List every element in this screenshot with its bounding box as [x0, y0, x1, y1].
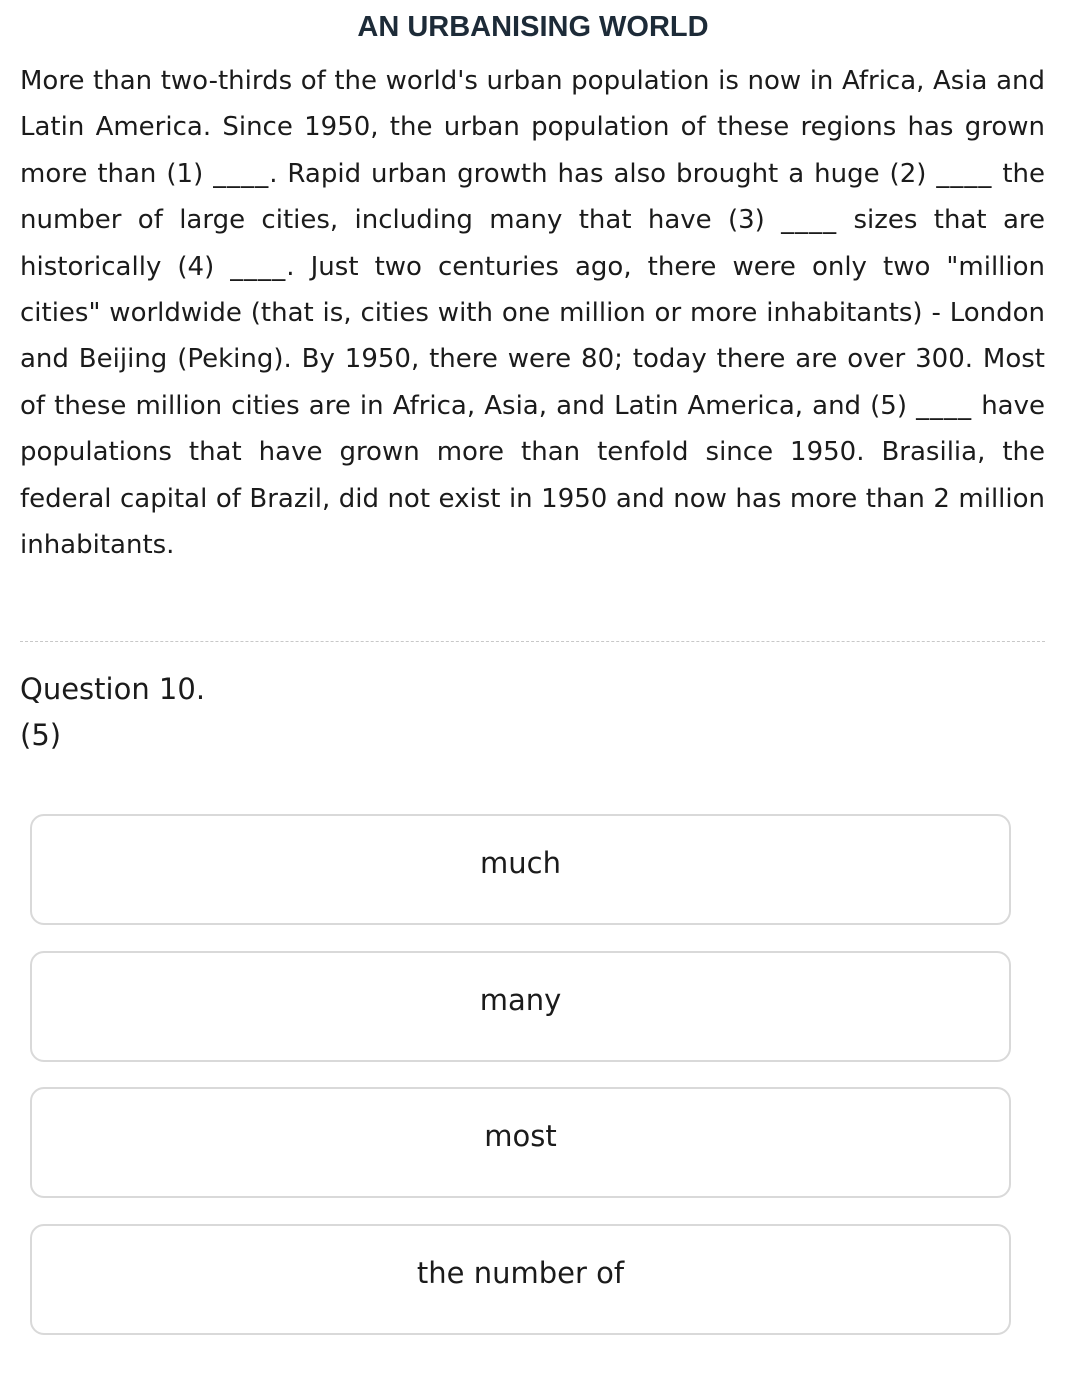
blank-2: ____	[936, 158, 993, 189]
passage-segment: sizes that are historically (4)	[20, 205, 1045, 282]
question-title: Question 10.	[20, 672, 206, 706]
answer-option-the-number-of[interactable]	[30, 1224, 1011, 1335]
answer-option-label: most	[484, 1119, 557, 1153]
passage-segment: the number of large cities, including many that have (3)	[20, 158, 1046, 236]
section-divider	[20, 641, 1045, 642]
passage-title: AN URBANISING WORLD	[357, 11, 709, 43]
blank-4: ____	[230, 251, 287, 282]
blank-1: ____	[213, 158, 270, 189]
blank-5: ____	[916, 390, 973, 421]
passage-text	[20, 58, 1045, 568]
answer-option-much[interactable]	[30, 814, 1011, 925]
answer-option-label: the number of	[416, 1256, 625, 1290]
passage-segment: . Just two centuries ago, there were only two "million cities" worldwide (that is, cities with one million or more inhabitants) - London and Beijing (Peking). By 1950, there were 80; today there are over 300. Most of these million cities are in Africa, Asia, and Latin America, and (5)	[20, 251, 1045, 421]
passage-segment: More than two-thirds of the world's urban population is now in Africa, Asia and Latin America. Since 1950, the urban population of these regions has grown more than (1)	[20, 66, 1045, 189]
blank-3: ____	[781, 205, 838, 236]
answer-option-label: much	[480, 846, 561, 880]
passage-segment: have populations that have grown more than tenfold since 1950. Brasilia, the federal capital of Brazil, did not exist in 1950 and now has more than 2 million inhabitants.	[20, 390, 1045, 561]
question-blank-reference: (5)	[20, 718, 62, 752]
passage-segment: . Rapid urban growth has also brought a huge (2)	[269, 158, 937, 189]
answer-option-most[interactable]	[30, 1087, 1011, 1198]
answer-option-label: many	[479, 983, 562, 1017]
answer-option-many[interactable]	[30, 951, 1011, 1062]
